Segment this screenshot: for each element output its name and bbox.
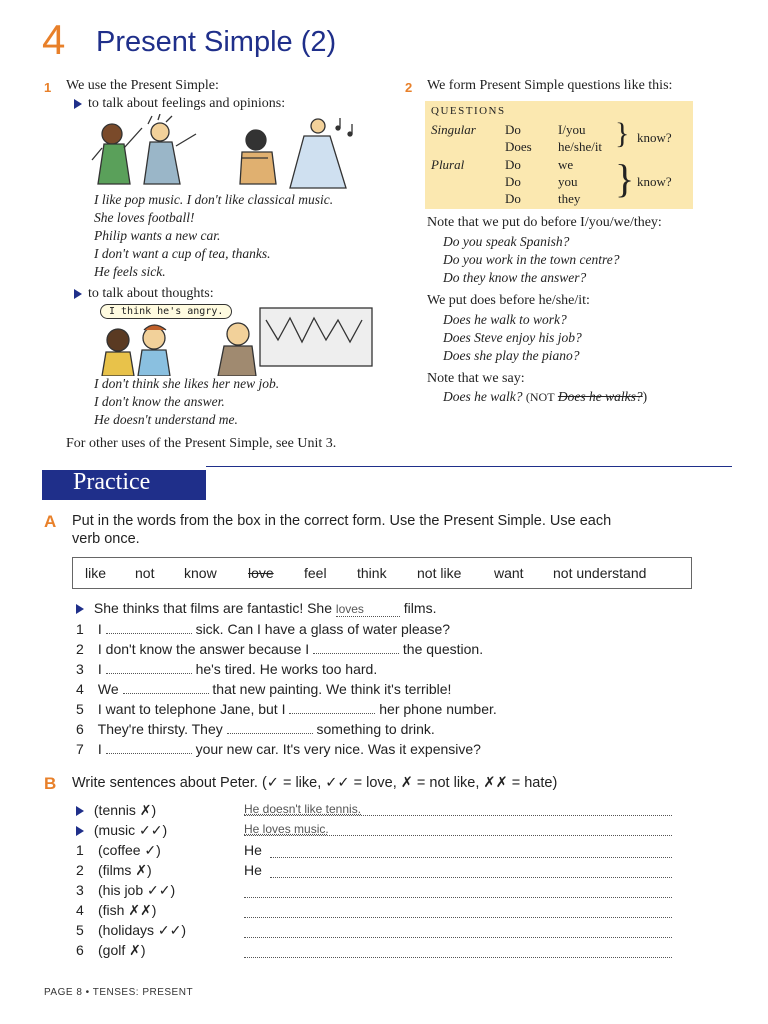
example-line: Does she play the piano?: [443, 348, 580, 363]
table-cell: he/she/it: [558, 139, 603, 154]
note-say: Note that we say:: [427, 371, 525, 386]
table-header: QUESTIONS: [431, 105, 506, 117]
examples-thoughts: [94, 375, 279, 429]
answer-blank[interactable]: [106, 621, 192, 634]
answer-line[interactable]: [270, 844, 672, 858]
section-1-intro: We use the Present Simple:: [66, 78, 219, 93]
bullet-arrow-icon: [76, 604, 84, 614]
table-cell: Do: [505, 191, 521, 206]
exercise-b-instruction: Write sentences about Peter. (✓ = like, ✓✓ = love, ✗ = not like, ✗✗ = hate): [72, 775, 558, 791]
exercise-b-item: 1 (coffee ✓): [76, 842, 161, 858]
illustration-thoughts: [92, 300, 382, 376]
answer-line[interactable]: [270, 864, 672, 878]
answer-blank[interactable]: [313, 641, 399, 654]
note-does-examples: [443, 311, 582, 365]
table-cell: I/you: [558, 122, 586, 137]
note-do-examples: [443, 233, 619, 287]
exercise-b-example: (tennis ✗): [76, 802, 156, 819]
example-answer-line: He doesn't like tennis.: [244, 800, 672, 816]
answer-line[interactable]: [244, 884, 672, 898]
exercise-b-item: 5 (holidays ✓✓): [76, 922, 187, 938]
exercise-a-instruction-1: Put in the words from the box in the correct form. Use the Present Simple. Use each: [72, 513, 612, 529]
practice-title: Practice: [73, 469, 151, 495]
exercise-b-item: 3 (his job ✓✓): [76, 882, 176, 898]
word-item: know: [184, 565, 217, 581]
plural-label: Plural: [431, 157, 465, 172]
example-line: He doesn't understand me.: [94, 412, 238, 427]
exercise-a-item: 2 I don't know the answer because I the question.: [76, 641, 484, 657]
correct-example: Does he walk?: [443, 389, 523, 404]
bullet-arrow-icon: [74, 289, 82, 299]
word-item: want: [494, 565, 524, 581]
exercise-a-example: She thinks that films are fantastic! She loves films.: [76, 600, 436, 617]
practice-divider: [206, 466, 732, 467]
exercise-b-item: 6 (golf ✗): [76, 942, 146, 958]
use-2: to talk about thoughts:: [74, 286, 214, 302]
brace-icon: }: [615, 156, 635, 201]
not-label: (NOT: [525, 390, 555, 404]
know-label: know?: [637, 174, 672, 189]
section-1-number: 1: [44, 80, 52, 95]
section-2-intro: We form Present Simple questions like this:: [427, 78, 673, 93]
example-line: Do you work in the town centre?: [443, 252, 620, 267]
examples-feelings: [94, 191, 333, 281]
singular-label: Singular: [431, 122, 476, 137]
answer-blank[interactable]: [106, 741, 192, 754]
example-line: Do you speak Spanish?: [443, 234, 570, 249]
exercise-b-example: (music ✓✓): [76, 822, 167, 839]
word-item: not: [135, 565, 155, 581]
table-cell: Do: [505, 122, 521, 137]
example-line: Does Steve enjoy his job?: [443, 330, 582, 345]
word-item: like: [85, 565, 107, 581]
answer-blank[interactable]: [123, 681, 209, 694]
table-cell: we: [558, 157, 574, 172]
example-answer: loves: [336, 602, 400, 617]
bullet-arrow-icon: [74, 99, 82, 109]
exercise-b-letter: B: [44, 774, 57, 793]
example-line: I don't know the answer.: [94, 394, 225, 409]
exercise-a-item: 5 I want to telephone Jane, but I her phone number.: [76, 701, 497, 717]
exercise-a-item: 7 I your new car. It's very nice. Was it expensive?: [76, 741, 481, 757]
table-cell: they: [558, 191, 581, 206]
example-line: I like pop music. I don't like classical music.: [94, 192, 334, 207]
answer-line[interactable]: [244, 944, 672, 958]
table-cell: you: [558, 174, 578, 189]
exercise-a-instruction-2: verb once.: [72, 531, 140, 547]
brace-icon: }: [615, 117, 630, 150]
word-item-crossed: love: [248, 565, 274, 581]
exercise-a-letter: A: [44, 512, 57, 531]
exercise-a-item: 6 They're thirsty. They something to drink.: [76, 721, 435, 737]
example-answer-line: He loves music.: [244, 820, 672, 836]
answer-blank[interactable]: [289, 701, 375, 714]
table-cell: Do: [505, 174, 521, 189]
word-item: feel: [304, 565, 327, 581]
exercise-a-item: 3 I he's tired. He works too hard.: [76, 661, 378, 677]
unit-number: 4: [42, 16, 66, 63]
word-box: [72, 557, 692, 589]
answer-start: He: [244, 862, 262, 878]
example-line: He feels sick.: [94, 264, 166, 279]
word-item: not understand: [553, 565, 647, 581]
note-say-example: [443, 388, 647, 406]
speech-bubble: I think he's angry.: [100, 304, 232, 319]
bullet-arrow-icon: [76, 806, 84, 816]
note-do: Note that we put do before I/you/we/they:: [427, 215, 662, 230]
close-paren: ): [642, 389, 648, 404]
example-line: I don't think she likes her new job.: [94, 376, 280, 391]
example-line: Does he walk to work?: [443, 312, 567, 327]
example-line: Do they know the answer?: [443, 270, 587, 285]
example-line: She loves football!: [94, 210, 195, 225]
section-2-number: 2: [405, 80, 413, 95]
table-cell: Does: [505, 139, 532, 154]
know-label: know?: [637, 130, 672, 145]
word-item: think: [357, 565, 387, 581]
illustration-feelings: [90, 114, 380, 192]
answer-start: He: [244, 842, 262, 858]
exercise-a-item: 1 I sick. Can I have a glass of water please?: [76, 621, 451, 637]
use-1: to talk about feelings and opinions:: [74, 96, 285, 112]
page-title: Present Simple (2): [96, 26, 337, 58]
example-line: I don't want a cup of tea, thanks.: [94, 246, 271, 261]
answer-blank[interactable]: [227, 721, 313, 734]
answer-line[interactable]: [244, 924, 672, 938]
note-does: We put does before he/she/it:: [427, 293, 590, 308]
bullet-arrow-icon: [76, 826, 84, 836]
other-uses-note: For other uses of the Present Simple, see Unit 3.: [66, 436, 337, 451]
exercise-b-item: 2 (films ✗): [76, 862, 152, 878]
word-item: not like: [417, 565, 462, 581]
example-line: Philip wants a new car.: [94, 228, 221, 243]
page-footer: PAGE 8 • TENSES: PRESENT: [44, 987, 194, 998]
questions-table: [425, 101, 693, 209]
table-cell: Do: [505, 157, 521, 172]
answer-line[interactable]: [244, 904, 672, 918]
exercise-b-item: 4 (fish ✗✗): [76, 902, 157, 918]
exercise-a-item: 4 We that new painting. We think it's terrible!: [76, 681, 452, 697]
wrong-example: Does he walks?: [557, 389, 643, 404]
answer-blank[interactable]: [106, 661, 192, 674]
